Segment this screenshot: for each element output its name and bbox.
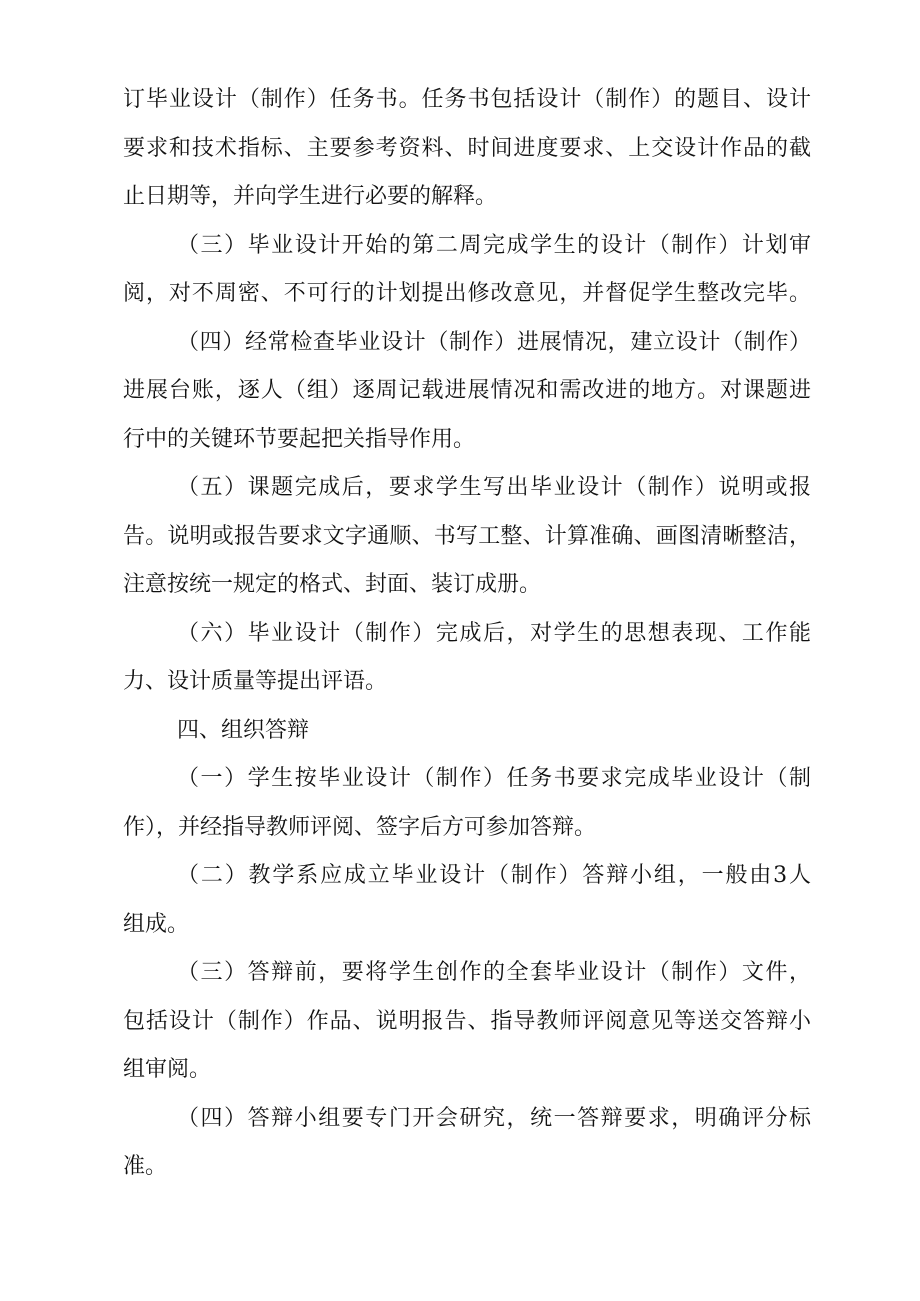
text-line: 行中的关键环节要起把关指导作用。	[123, 426, 476, 452]
section-heading-defense	[123, 711, 811, 760]
paragraph-4-progress-check	[123, 323, 811, 469]
text-line: 准。	[123, 1154, 168, 1179]
text-line: （四）答辩小组要专门开会研究，统一答辩要求，明确评分标	[177, 1105, 811, 1131]
text-line: 组审阅。	[123, 1057, 212, 1082]
text-line: 阅，对不周密、不可行的计划提出修改意见，并督促学生整改完毕。	[123, 281, 811, 306]
text-line: 订毕业设计（制作）任务书。任务书包括设计（制作）的题目、设计	[123, 87, 811, 112]
text-line: （四）经常检查毕业设计（制作）进展情况，建立设计（制作）	[177, 329, 811, 355]
text-line: （二）教学系应成立毕业设计（制作）答辩小组，一般由3人	[177, 863, 811, 888]
text-line: （三）毕业设计开始的第二周完成学生的设计（制作）计划审	[177, 232, 811, 258]
text-line: 力、设计质量等提出评语。	[123, 669, 388, 694]
paragraph-6-comments	[123, 614, 811, 711]
text-line: 止日期等，并向学生进行必要的解释。	[123, 184, 498, 209]
section-heading: 四、组织答辩	[177, 717, 310, 743]
paragraph-defense-3	[123, 953, 811, 1099]
text-line: 注意按统一规定的格式、封面、装订成册。	[123, 572, 542, 597]
text-line: 要求和技术指标、主要参考资料、时间进度要求、上交设计作品的截	[123, 135, 811, 161]
text-line: （三）答辩前，要将学生创作的全套毕业设计（制作）文件，	[177, 960, 811, 985]
text-line: 告。说明或报告要求文字通顺、书写工整、计算准确、画图清晰整洁，	[123, 523, 811, 549]
paragraph-5-report	[123, 468, 811, 614]
paragraph-defense-2	[123, 856, 811, 953]
text-line: 进展台账，逐人（组）逐周记载进展情况和需改进的地方。对课题进	[123, 378, 811, 403]
text-line: 组成。	[123, 911, 190, 937]
paragraph-defense-1	[123, 759, 811, 856]
text-line: （五）课题完成后，要求学生写出毕业设计（制作）说明或报	[177, 475, 811, 500]
paragraph-3-plan-review	[123, 226, 811, 323]
text-line: 作），并经指导教师评阅、签字后方可参加答辩。	[123, 814, 597, 840]
text-line: （一）学生按毕业设计（制作）任务书要求完成毕业设计（制	[177, 766, 811, 791]
document-page	[123, 80, 811, 1196]
text-line: （六）毕业设计（制作）完成后，对学生的思想表现、工作能	[177, 620, 811, 646]
paragraph-defense-4	[123, 1099, 811, 1196]
text-line: 包括设计（制作）作品、说明报告、指导教师评阅意见等送交答辩小	[123, 1008, 811, 1034]
paragraph-task-book	[123, 80, 811, 226]
